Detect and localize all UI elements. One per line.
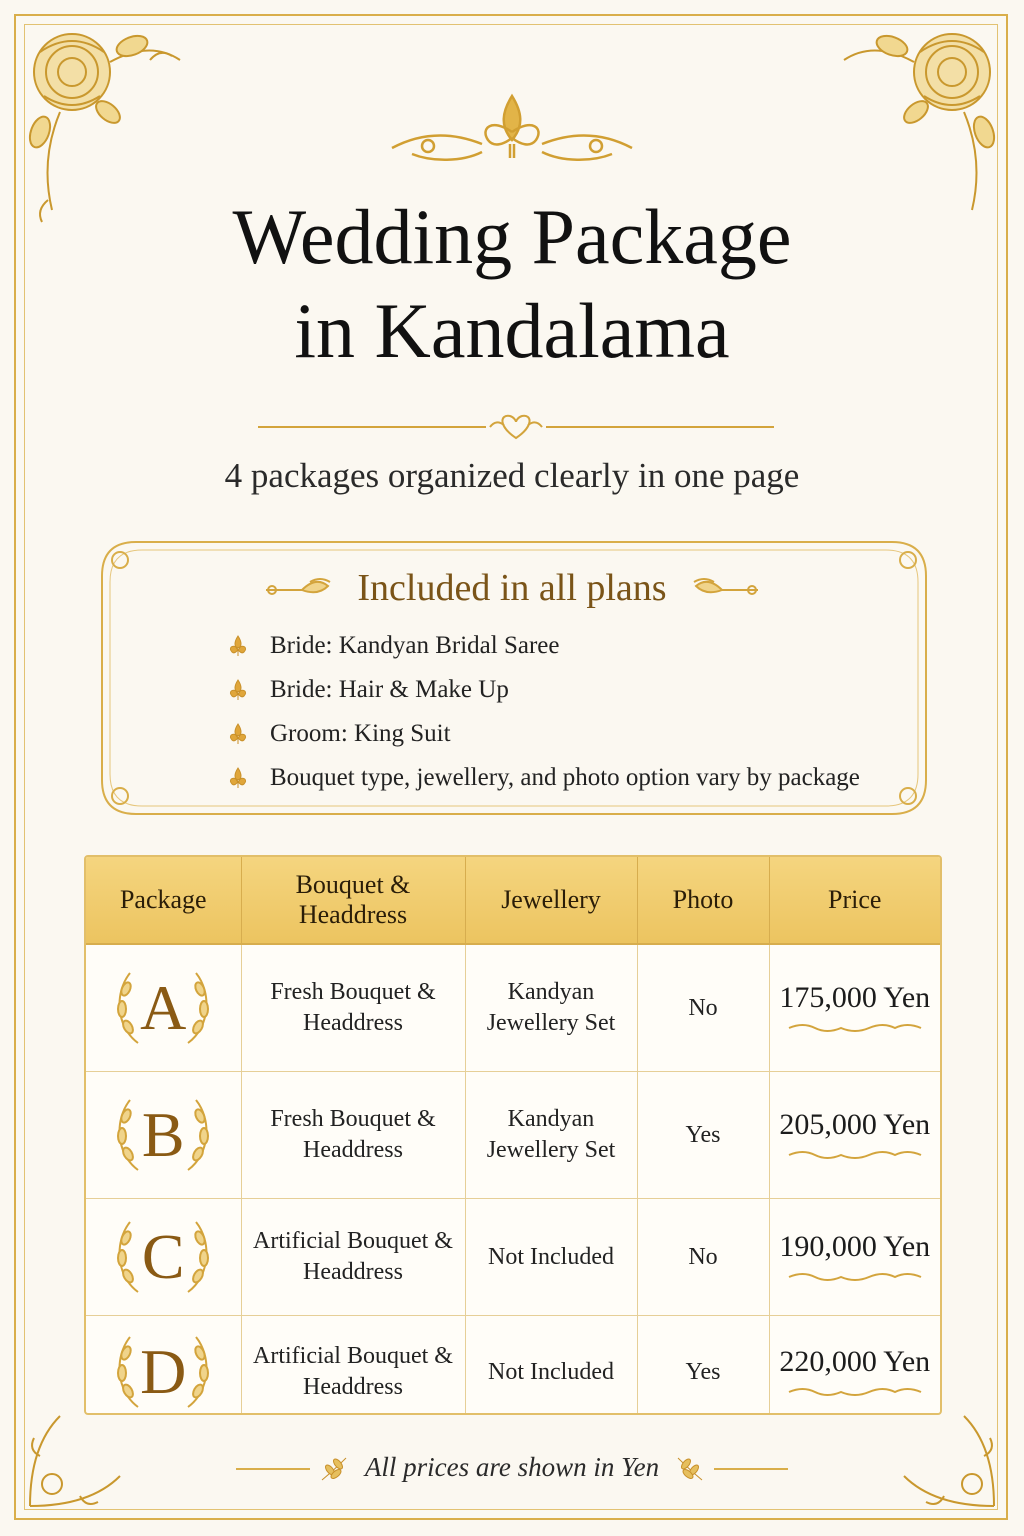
table-header-row <box>86 857 940 944</box>
bouquet-cell <box>241 944 465 1072</box>
list-item-text: Bride: Hair & Make Up <box>270 676 509 703</box>
price-value: 220,000 Yen <box>779 1345 931 1378</box>
photo-cell: Yes <box>637 1316 769 1416</box>
jewellery-line2: Jewellery Set <box>486 1137 616 1163</box>
table-row <box>86 1072 940 1199</box>
price-value: 175,000 Yen <box>779 981 931 1014</box>
price-value: 190,000 Yen <box>779 1230 931 1263</box>
bouquet-line1: Fresh Bouquet & <box>270 1106 436 1132</box>
list-item <box>228 712 860 756</box>
list-item <box>228 756 860 800</box>
flourish-underline-icon <box>785 1269 925 1283</box>
header-bouquet <box>241 857 465 944</box>
jewellery-line2: Jewellery Set <box>486 1010 616 1036</box>
list-item <box>228 624 860 668</box>
fleur-bullet-icon <box>228 766 270 790</box>
bouquet-line1: Fresh Bouquet & <box>270 979 436 1005</box>
package-cell <box>86 1199 241 1316</box>
jewellery-cell <box>465 944 637 1072</box>
list-item-text: Groom: King Suit <box>270 720 451 747</box>
photo-cell: No <box>637 944 769 1072</box>
jewellery-cell <box>465 1316 637 1416</box>
price-cell <box>769 1199 940 1316</box>
bouquet-line2: Headdress <box>303 1010 403 1036</box>
footer-note: All prices are shown in Yen <box>364 1452 660 1482</box>
list-item <box>228 668 860 712</box>
jewellery-line1: Kandyan <box>507 1106 595 1132</box>
flourish-underline-icon <box>785 1020 925 1034</box>
flourish-right-icon <box>682 572 762 606</box>
header-bouquet-line1: Bouquet & <box>295 870 411 899</box>
photo-cell: No <box>637 1199 769 1316</box>
package-letter: D <box>140 1336 187 1407</box>
package-badge <box>108 1327 218 1415</box>
package-cell <box>86 1072 241 1199</box>
package-letter: A <box>140 972 187 1043</box>
package-table <box>84 855 942 1415</box>
list-item-text: Bride: Kandyan Bridal Saree <box>270 632 560 659</box>
bouquet-cell <box>241 1316 465 1416</box>
header-photo: Photo <box>637 857 769 944</box>
package-cell <box>86 1316 241 1416</box>
fleur-bullet-icon <box>228 722 270 746</box>
title-line-2: in Kandalama <box>294 287 730 374</box>
bouquet-cell <box>241 1072 465 1199</box>
package-badge <box>108 1090 218 1180</box>
price-value: 205,000 Yen <box>779 1108 931 1141</box>
bouquet-line1: Artificial Bouquet & <box>253 1343 453 1369</box>
bouquet-line2: Headdress <box>303 1259 403 1285</box>
included-list <box>228 624 860 800</box>
fleur-bullet-icon <box>228 634 270 658</box>
photo-cell: Yes <box>637 1072 769 1199</box>
bouquet-line1: Artificial Bouquet & <box>253 1228 453 1254</box>
package-letter: C <box>141 1221 185 1292</box>
table-row <box>86 944 940 1072</box>
package-badge <box>108 1212 218 1302</box>
jewellery-line1: Not Included <box>488 1358 614 1385</box>
bouquet-line2: Headdress <box>303 1374 403 1400</box>
sprig-icon <box>672 1454 706 1484</box>
bouquet-line2: Headdress <box>303 1137 403 1163</box>
bouquet-cell <box>241 1199 465 1316</box>
package-letter: B <box>141 1099 185 1170</box>
price-cell <box>769 944 940 1072</box>
table-row <box>86 1316 940 1416</box>
header-bouquet-line2: Headdress <box>298 900 408 929</box>
footer-rule-right <box>714 1468 788 1470</box>
jewellery-line1: Not Included <box>488 1243 614 1270</box>
page-subtitle: 4 packages organized clearly in one page <box>224 456 800 495</box>
list-item-text: Bouquet type, jewellery, and photo option vary by package <box>270 764 860 791</box>
header-price: Price <box>769 857 940 944</box>
package-badge <box>108 963 218 1053</box>
fleur-bullet-icon <box>228 678 270 702</box>
included-heading: Included in all plans <box>357 567 667 609</box>
price-cell <box>769 1072 940 1199</box>
title-line-1: Wedding Package <box>232 193 792 280</box>
table-row <box>86 1199 940 1316</box>
flourish-underline-icon <box>785 1147 925 1161</box>
heart-divider-icon <box>258 410 774 444</box>
price-cell <box>769 1316 940 1416</box>
package-cell <box>86 944 241 1072</box>
fleur-de-lis-icon <box>372 88 652 168</box>
page-title <box>0 190 1024 378</box>
flourish-underline-icon <box>785 1384 925 1398</box>
header-jewellery: Jewellery <box>465 857 637 944</box>
header-package: Package <box>86 857 241 944</box>
jewellery-line1: Kandyan <box>507 979 595 1005</box>
jewellery-cell <box>465 1199 637 1316</box>
jewellery-cell <box>465 1072 637 1199</box>
